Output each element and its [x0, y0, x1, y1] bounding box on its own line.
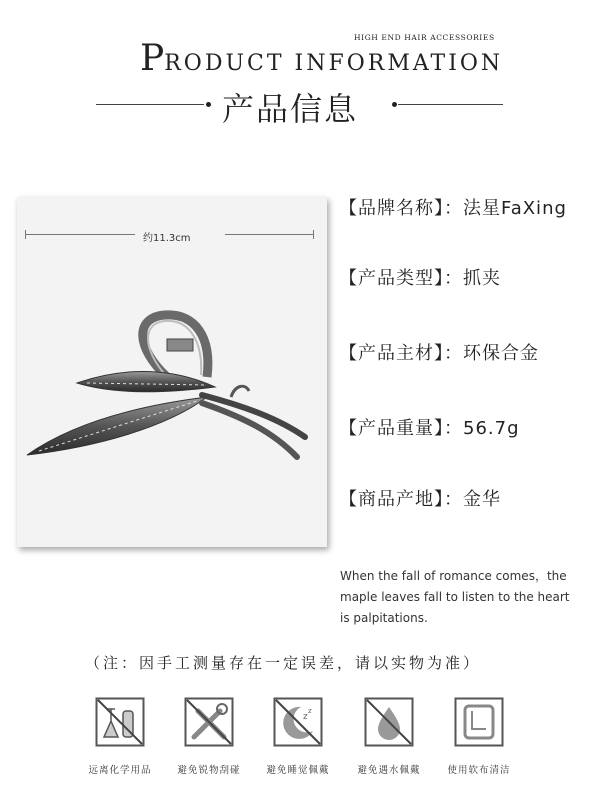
- measurement-note: （注：因手工测量存在一定误差，请以实物为准）: [85, 654, 482, 672]
- soft-cloth-icon: [454, 697, 504, 747]
- title-rest: RODUCT INFORMATION: [164, 51, 504, 76]
- spec-separator: ：: [444, 489, 463, 510]
- title-initial: P: [140, 38, 165, 79]
- measure-label: 约11.3cm: [143, 233, 191, 244]
- hair-claw-illustration: [17, 197, 327, 547]
- spec-value: 金华: [463, 489, 501, 510]
- spec-weight: [339, 414, 520, 440]
- spec-value: 56.7g: [463, 418, 520, 439]
- no-sleeping-icon: [273, 697, 323, 747]
- spec-material: [339, 339, 539, 365]
- divider-left: [96, 104, 204, 105]
- spec-value: 抓夹: [463, 268, 501, 289]
- romance-quote: When the fall of romance comes，the maple leaves fall to listen to the heart is palpitations.: [340, 569, 570, 625]
- spec-separator: ：: [444, 343, 463, 364]
- spec-value: 法星FaXing: [463, 198, 567, 219]
- divider-dot-right: [392, 102, 397, 107]
- product-photo: [17, 197, 327, 547]
- no-chemicals-icon: [95, 697, 145, 747]
- spec-origin: [339, 485, 501, 511]
- no-sharp-objects-icon: [184, 697, 234, 747]
- spec-separator: ：: [444, 198, 463, 219]
- spec-label: 【商品产地】: [339, 489, 444, 510]
- spec-label: 【产品类型】: [339, 268, 444, 289]
- care-label: 远离化学用品: [88, 765, 152, 776]
- divider-dot-left: [206, 102, 211, 107]
- spec-separator: ：: [444, 418, 463, 439]
- care-label: 避免锐物刮碰: [177, 765, 241, 776]
- page-title: [140, 38, 503, 79]
- care-label: 避免遇水佩戴: [357, 765, 421, 776]
- spec-separator: ：: [444, 268, 463, 289]
- divider-right: [398, 104, 503, 105]
- spec-brand: [339, 194, 567, 220]
- care-label: 使用软布清洁: [447, 765, 511, 776]
- svg-text:z: z: [303, 712, 308, 722]
- section-subtitle: 产品信息: [222, 90, 359, 128]
- spec-label: 【产品重量】: [339, 418, 444, 439]
- no-water-icon: [364, 697, 414, 747]
- spec-type: [339, 264, 501, 290]
- svg-text:z: z: [308, 707, 312, 715]
- spec-label: 【品牌名称】: [339, 198, 444, 219]
- spec-label: 【产品主材】: [339, 343, 444, 364]
- brand-eyebrow: HIGH END HAIR ACCESSORIES: [354, 33, 495, 42]
- care-label: 避免睡觉佩戴: [266, 765, 330, 776]
- spec-value: 环保合金: [463, 343, 539, 364]
